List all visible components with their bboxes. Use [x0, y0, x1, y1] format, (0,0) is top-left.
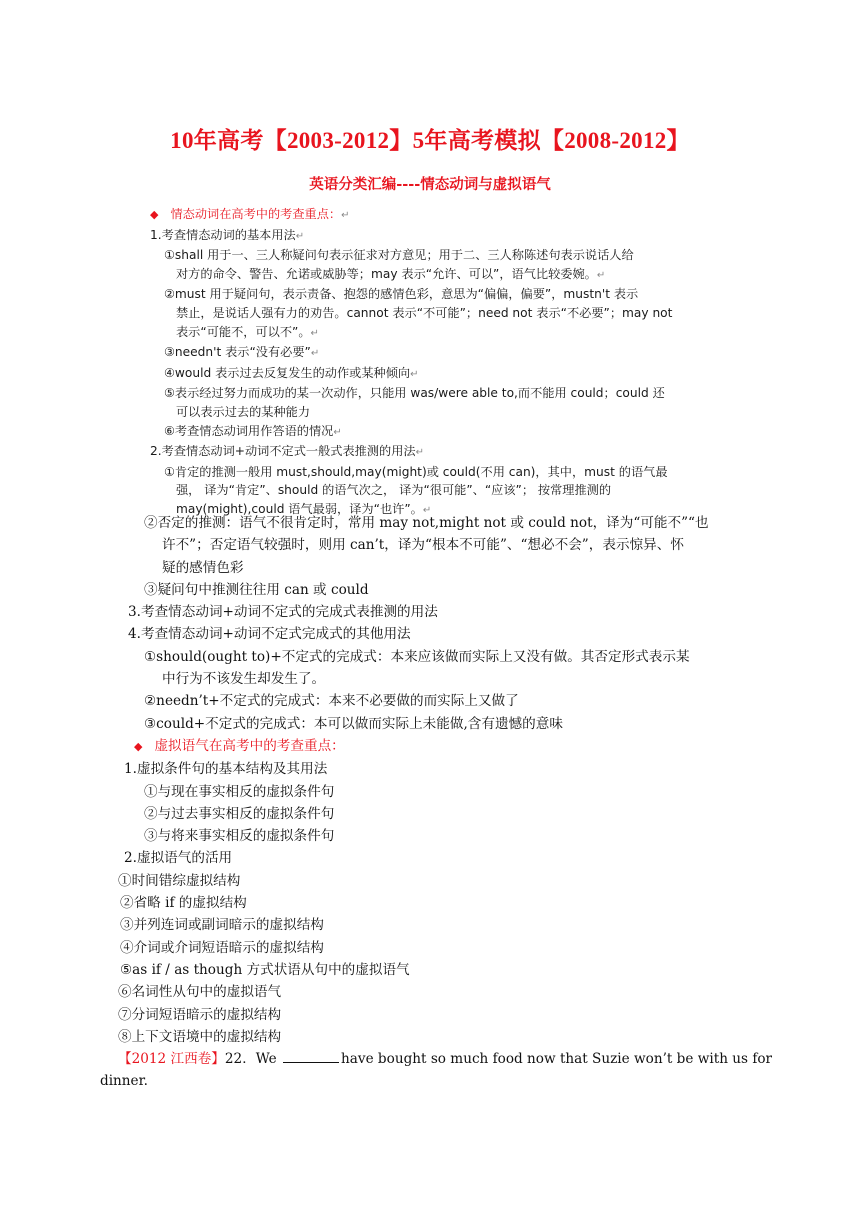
question-number: 22．We: [224, 1051, 277, 1068]
must-usage-line-2: 禁止，是说话人强有力的劝告。cannot 表示“不可能”；need not 表示“不必要”；may not: [176, 305, 673, 320]
paragraph-mark-icon: ↵: [596, 269, 606, 281]
negative-inference-line-2: 许不”；否定语气较强时，则用 can’t，译为“根本不可能”、“想必不会”，表示惊异、怀: [162, 537, 684, 554]
main-body-text: [100, 512, 773, 1093]
shall-usage-line-2: 对方的命令、警告、允诺或威胁等；may 表示“允许、可以”，语气比较委婉。↵: [176, 266, 606, 281]
neednt-usage-line: ③needn't 表示“没有必要”↵: [164, 345, 320, 360]
subjunctive-heading-row: [128, 735, 734, 758]
paragraph-mark-icon: ↵: [310, 348, 320, 360]
diamond-bullet-icon: ◆: [134, 739, 143, 753]
question-text: have bought so much food now that Suzie won’t be with us for: [341, 1051, 773, 1068]
modal-point-1: 1.考查情态动词的基本用法↵: [150, 227, 305, 242]
paragraph-mark-icon: ↵: [422, 504, 432, 516]
document-title: 10年高考【2003-2012】5年高考模拟【2008-2012】: [170, 128, 690, 153]
answer-usage-line: ⑥考查情态动词用作答语的情况↵: [164, 423, 342, 438]
negative-inference-line-3: 疑的感情色彩: [162, 559, 244, 576]
shall-usage-line-1: ①shall 用于一、三人称疑问句表示征求对方意见；用于二、三人称陈述句表示说话人给: [164, 248, 634, 263]
paragraph-mark-icon: ↵: [410, 368, 419, 380]
document-subtitle: 英语分类汇编----情态动词与虚拟语气: [309, 177, 551, 193]
paragraph-mark-icon: ↵: [341, 210, 350, 221]
diamond-bullet-icon: ◆: [150, 208, 159, 221]
modal-point-3: 3.考查情态动词+动词不定式的完成式表推测的用法: [128, 604, 438, 621]
positive-inference-line-3: may(might),could 语气最弱，译为“也许”。↵: [176, 501, 432, 516]
modal-heading-row: [150, 205, 720, 226]
paragraph-mark-icon: ↵: [295, 230, 305, 242]
subjunctive-item-2: ②与过去事实相反的虚拟条件句: [144, 805, 335, 822]
exam-question-continuation: dinner.: [100, 1073, 148, 1090]
usage-item-7: ⑦分词短语暗示的虚拟结构: [118, 1006, 282, 1023]
able-usage-line-1: ⑤表示经过努力而成功的某一次动作，只能用 was/were able to,而不能用 could；could 还: [164, 386, 665, 401]
exam-question-line: [118, 1048, 773, 1070]
question-source: 【2012 江西卷】: [118, 1051, 225, 1068]
modal-point-2: 2.考查情态动词+动词不定式一般式表推测的用法↵: [150, 444, 424, 459]
usage-item-3: ③并列连词或副词暗示的虚拟结构: [120, 917, 324, 934]
usage-item-4: ④介词或介词短语暗示的虚拟结构: [120, 939, 324, 956]
could-perfect-line: ③could+不定式的完成式：本可以做而实际上未能做,含有遗憾的意味: [144, 715, 563, 732]
usage-item-8: ⑧上下文语境中的虚拟结构: [118, 1028, 282, 1045]
must-usage-line-3: 表示“可能不，可以不”。↵: [176, 324, 319, 339]
usage-item-5: ⑤as if / as though 方式状语从句中的虚拟语气: [120, 961, 410, 978]
subjunctive-item-1: ①与现在事实相反的虚拟条件句: [144, 783, 335, 800]
positive-inference-line-1: ①肯定的推测一般用 must,should,may(might)或 could(不用 can)，其中，must 的语气最: [164, 464, 668, 479]
would-usage-line: ④would 表示过去反复发生的动作或某种倾向↵: [164, 365, 419, 380]
subjunctive-point-2: 2.虚拟语气的活用: [124, 850, 233, 867]
usage-item-1: ①时间错综虚拟结构: [118, 872, 241, 889]
neednt-perfect-line: ②needn’t+不定式的完成式：本来不必要做的而实际上又做了: [144, 693, 519, 710]
modal-verbs-section: [150, 205, 720, 521]
subjunctive-item-3: ③与将来事实相反的虚拟条件句: [144, 828, 335, 845]
negative-inference-line-1: ②否定的推测：语气不很肯定时，常用 may not,might not 或 could not，译为“可能不”“也: [144, 515, 709, 531]
question-inference-line: ③疑问句中推测往往用 can 或 could: [144, 581, 369, 598]
should-perfect-line-2: 中行为不该发生却发生了。: [162, 671, 326, 688]
modal-point-4: 4.考查情态动词+动词不定式完成式的其他用法: [128, 626, 411, 643]
subjunctive-point-1: 1.虚拟条件句的基本结构及其用法: [124, 761, 328, 778]
positive-inference-line-2: 强， 译为“肯定”、should 的语气次之， 译为“很可能”、“应该”； 按常理推测的: [176, 483, 612, 498]
able-usage-line-2: 可以表示过去的某种能力: [176, 404, 311, 419]
usage-item-6: ⑥名词性从句中的虚拟语气: [118, 984, 282, 1001]
answer-blank: [283, 1048, 339, 1063]
usage-item-2: ②省略 if 的虚拟结构: [120, 895, 247, 912]
paragraph-mark-icon: ↵: [333, 426, 342, 438]
subjunctive-heading: 虚拟语气在高考中的考查重点：: [154, 737, 345, 754]
must-usage-line-1: ②must 用于疑问句，表示责备、抱怨的感情色彩，意思为“偏偏，偏要”，mustn't 表示: [164, 287, 639, 302]
should-perfect-line-1: ①should(ought to)+不定式的完成式：本来应该做而实际上又没有做。其否定形式表示某: [144, 648, 690, 665]
paragraph-mark-icon: ↵: [415, 447, 424, 459]
modal-heading: 情态动词在高考中的考查重点：: [170, 207, 342, 221]
paragraph-mark-icon: ↵: [310, 327, 319, 339]
